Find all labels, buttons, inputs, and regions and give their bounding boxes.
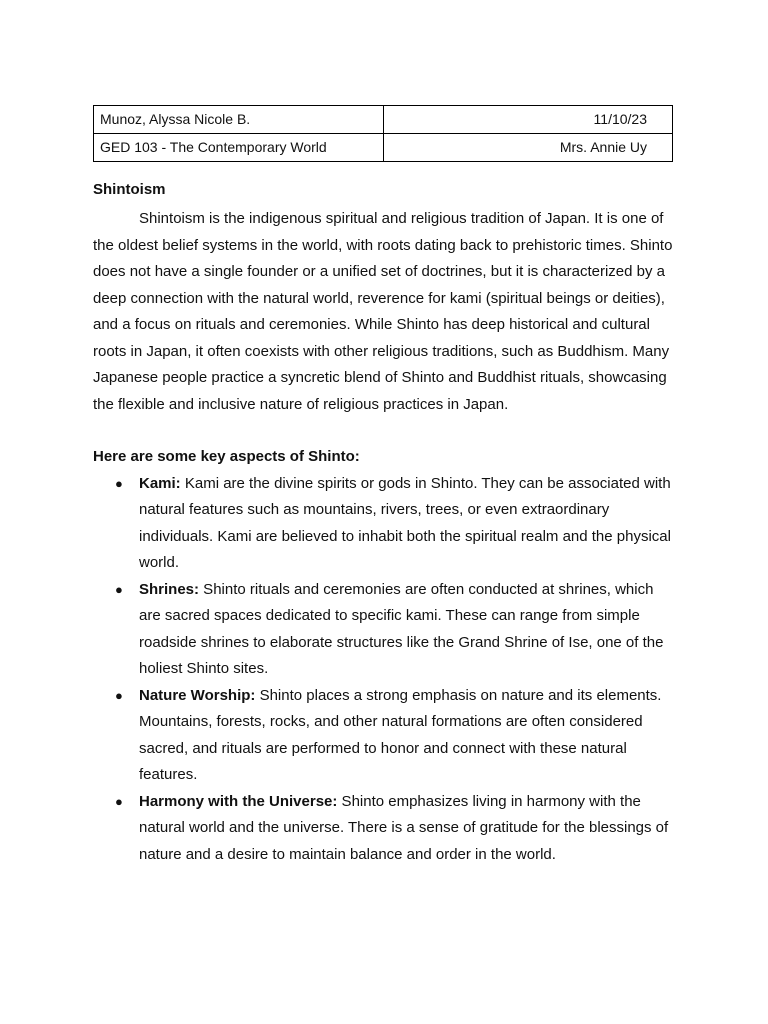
bullet-icon: ● [115, 687, 123, 703]
aspects-list [93, 471, 673, 869]
list-item [93, 471, 673, 577]
header-table [93, 105, 673, 162]
date: 11/10/23 [384, 106, 673, 134]
course-name: GED 103 - The Contemporary World [94, 134, 384, 162]
bullet-icon: ● [115, 581, 123, 597]
aspect-term: Nature Worship: [139, 686, 256, 704]
header-row-2 [94, 134, 673, 162]
student-name: Munoz, Alyssa Nicole B. [94, 106, 384, 134]
bullet-icon: ● [115, 793, 123, 809]
aspect-text: Shinto emphasizes living in harmony with the natural world and the universe. There is a sense of gratitude for the blessings of nature and a desire to maintain balance and order in the world. [139, 792, 669, 863]
instructor-name: Mrs. Annie Uy [384, 134, 673, 162]
list-item [93, 789, 673, 869]
aspect-text: Kami are the divine spirits or gods in Shinto. They can be associated with natural features such as mountains, rivers, trees, or even extraordinary individuals. Kami are believed to inhabit both the spiritual realm and the physical world. [139, 474, 671, 571]
section-title: Shintoism [93, 181, 166, 198]
aspect-term: Harmony with the Universe: [139, 792, 338, 810]
document-page [93, 105, 673, 868]
intro-paragraph: Shintoism is the indigenous spiritual and religious tradition of Japan. It is one of the oldest belief systems in the world, with roots dating back to prehistoric times. Shinto does not have a single founder or a unified set of doctrines, but it is characterized by a deep connection with the natural world, reverence for kami (spiritual beings or deities), and a focus on rituals and ceremonies. While Shinto has deep historical and cultural roots in Japan, it often coexists with other religious traditions, such as Buddhism. Many Japanese people practice a syncretic blend of Shinto and Buddhist rituals, showcasing the flexible and inclusive nature of religious practices in Japan. [93, 210, 673, 413]
aspect-text: Shinto rituals and ceremonies are often conducted at shrines, which are sacred spaces dedicated to specific kami. These can range from simple roadside shrines to elaborate structures like the Grand Shrine of Ise, one of the holiest Shinto sites. [139, 580, 664, 677]
aspects-heading: Here are some key aspects of Shinto: [93, 448, 360, 465]
bullet-icon: ● [115, 475, 123, 491]
list-item [93, 683, 673, 789]
aspect-term: Shrines: [139, 580, 200, 598]
aspect-term: Kami: [139, 474, 181, 492]
header-row-1 [94, 106, 673, 134]
list-item [93, 577, 673, 683]
aspect-text: Shinto places a strong emphasis on nature and its elements. Mountains, forests, rocks, and other natural formations are often considered sacred, and rituals are performed to honor and connect with these natural features. [139, 686, 662, 783]
